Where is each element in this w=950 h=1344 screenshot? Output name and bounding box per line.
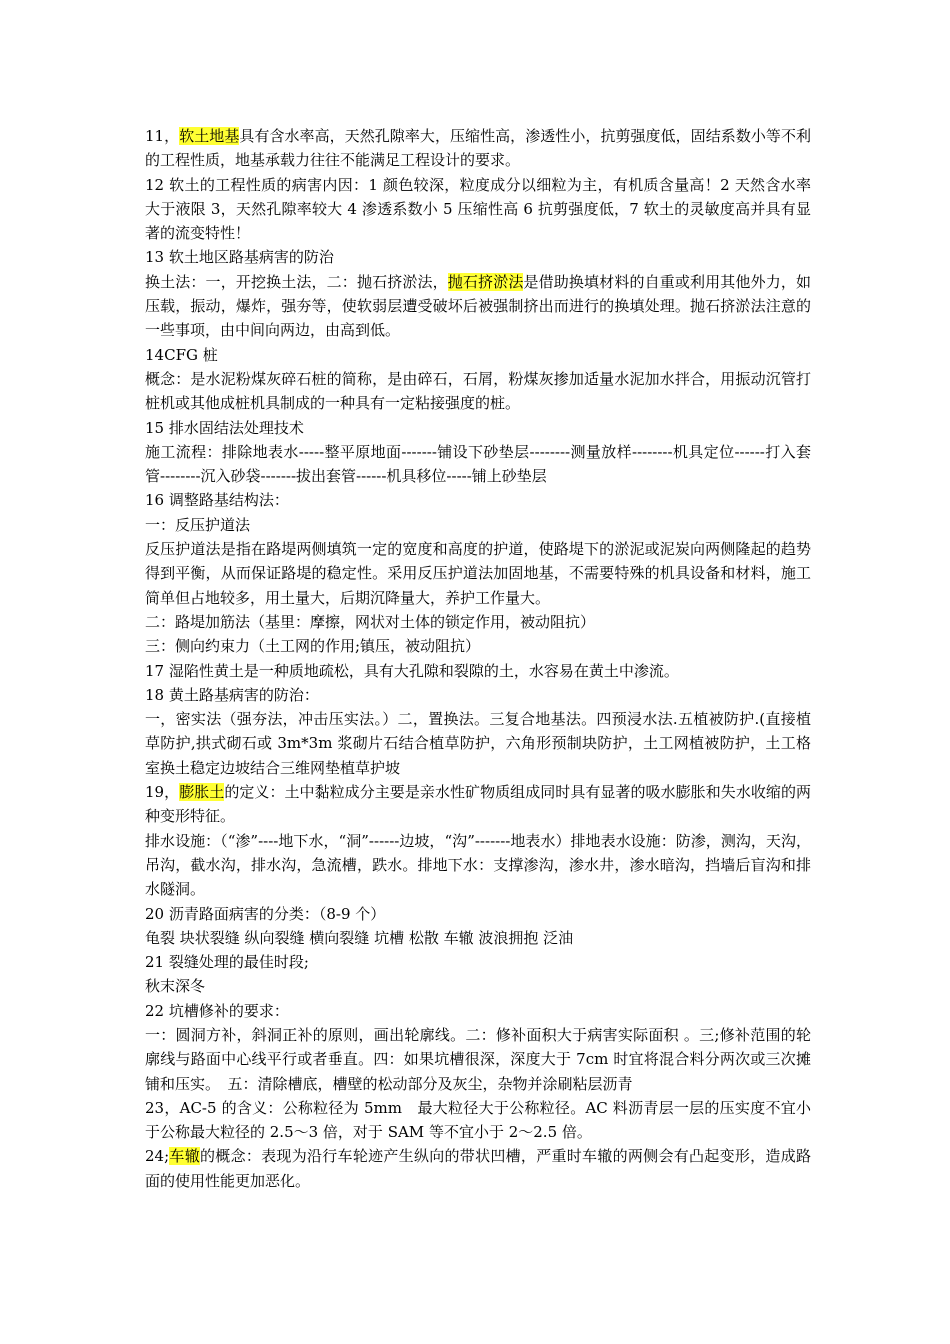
paragraph — [145, 1023, 811, 1096]
paragraph-text: 14CFG 桩 — [145, 345, 218, 364]
paragraph — [145, 488, 811, 512]
paragraph — [145, 537, 811, 610]
paragraph-text: 23，AC-5 的含义：公称粒径为 5mm 最大粒径大于公称粒径。AC 料沥青层一层的压实度不宜小于公称最大粒径的 2.5～3 倍，对于 SAM 等不宜小于 2～2.5 倍。 — [145, 1098, 811, 1142]
highlighted-term: 软土地基 — [179, 127, 240, 145]
paragraph-text: 12 软土的工程性质的病害内因：1 颜色较深，粒度成分以细粒为主，有机质含量高！2 天然含水率大于液限 3，天然孔隙率较大 4 渗透系数小 5 压缩性高 6 抗剪强度低，7 软土的灵敏度高并具有显著的流变特性！ — [145, 175, 811, 243]
paragraph-text: 是借助换填材料的自重或利用其他外力，如压载，振动，爆炸，强夯等，使软弱层遭受破坏后被强制挤出而进行的换填处理。抛石挤淤法注意的一些事项，由中间向两边，由高到低。 — [145, 272, 811, 340]
paragraph-text: 施工流程：排除地表水-----整平原地面-------铺设下砂垫层--------测量放样--------机具定位------打入套管--------沉入砂袋-------拔出套管------机具移位-----铺上砂垫层 — [145, 442, 811, 486]
paragraph — [145, 950, 811, 974]
paragraph — [145, 367, 811, 416]
paragraph-text: 18 黄土路基病害的防治： — [145, 685, 319, 704]
paragraph-text: 换土法：一，开挖换土法，二：抛石挤淤法， — [145, 272, 448, 291]
paragraph-text: 20 沥青路面病害的分类：（8-9 个） — [145, 904, 386, 923]
paragraph — [145, 634, 811, 658]
paragraph — [145, 659, 811, 683]
paragraph-text: 概念：是水泥粉煤灰碎石桩的简称，是由碎石，石屑，粉煤灰掺加适量水泥加水拌合，用振动沉管打桩机或其他成桩机具制成的一种具有一定粘接强度的桩。 — [145, 369, 811, 413]
paragraph-text: 15 排水固结法处理技术 — [145, 418, 304, 437]
paragraph-text: 三：侧向约束力（土工网的作用;镇压，被动阻抗） — [145, 637, 481, 656]
paragraph — [145, 124, 811, 173]
paragraph-text: 24; — [145, 1147, 170, 1166]
paragraph — [145, 173, 811, 246]
paragraph — [145, 513, 811, 537]
paragraph — [145, 829, 811, 902]
paragraph — [145, 974, 811, 998]
paragraph — [145, 999, 811, 1023]
paragraph — [145, 610, 811, 634]
paragraph-text: 二：路堤加筋法（基里：摩擦，网状对土体的锁定作用，被动阻抗） — [145, 612, 596, 631]
document-body — [145, 124, 811, 1193]
paragraph-text: 16 调整路基结构法： — [145, 491, 289, 510]
paragraph — [145, 1096, 811, 1145]
paragraph-text: 17 湿陷性黄土是一种质地疏松，具有大孔隙和裂隙的土，水容易在黄土中渗流。 — [145, 661, 679, 680]
paragraph — [145, 343, 811, 367]
paragraph-text: 22 坑槽修补的要求： — [145, 1001, 289, 1020]
highlighted-term: 膨胀土 — [179, 783, 225, 802]
paragraph — [145, 270, 811, 343]
paragraph-text: 一，密实法（强夯法，冲击压实法。）二，置换法。三复合地基法。四预浸水法.五植被防护.(直接植草防护,拱式砌石或 3m*3m 浆砌片石结合植草防护，六角形预制块防护，土工网植被防护，土工格室换土稳定边坡结合三维网垫植草护坡 — [145, 710, 811, 777]
paragraph-text: 龟裂 块状裂缝 纵向裂缝 横向裂缝 坑槽 松散 车辙 波浪拥抱 泛油 — [145, 928, 574, 947]
paragraph — [145, 416, 811, 440]
paragraph-text: 一：圆洞方补，斜洞正补的原则，画出轮廓线。二：修补面积大于病害实际面积 。三;修补范围的轮廓线与路面中心线平行或者垂直。四：如果坑槽很深，深度大于 7cm 时宜将混合料分两次或三次摊铺和压实。 五：清除槽底，槽壁的松动部分及灰尘，杂物并涂刷粘层沥青 — [145, 1025, 811, 1093]
paragraph — [145, 1144, 811, 1193]
paragraph-text: 排水设施：（“渗”----地下水，“洞”------边坡，“沟”-------地表水）排地表水设施：防渗，测沟，天沟，吊沟，截水沟，排水沟，急流槽，跌水。排地下水：支撑渗沟，渗水井，渗水暗沟，挡墙后盲沟和排水隧洞。 — [145, 831, 811, 899]
paragraph — [145, 780, 811, 829]
paragraph — [145, 245, 811, 269]
paragraph-text: 的定义：土中黏粒成分主要是亲水性矿物质组成同时具有显著的吸水膨胀和失水收缩的两种变形特征。 — [145, 783, 811, 826]
paragraph — [145, 440, 811, 489]
paragraph-text: 具有含水率高，天然孔隙率大，压缩性高，渗透性小，抗剪强度低，固结系数小等不利的工程性质，地基承载力往往不能满足工程设计的要求。 — [145, 127, 811, 170]
paragraph-text: 19， — [145, 783, 180, 802]
paragraph-text: 13 软土地区路基病害的防治 — [145, 248, 334, 267]
paragraph-text: 一：反压护道法 — [145, 515, 251, 534]
paragraph-text: 的概念：表现为沿行车轮迹产生纵向的带状凹槽，严重时车辙的两侧会有凸起变形，造成路面的使用性能更加恶化。 — [145, 1147, 811, 1190]
paragraph — [145, 926, 811, 950]
paragraph-text: 21 裂缝处理的最佳时段; — [145, 953, 309, 972]
paragraph — [145, 683, 811, 707]
highlighted-term: 车辙 — [169, 1147, 200, 1166]
paragraph-text: 11， — [145, 127, 180, 145]
paragraph-text: 反压护道法是指在路堤两侧填筑一定的宽度和高度的护道，使路堤下的淤泥或泥炭向两侧隆起的趋势得到平衡，从而保证路堤的稳定性。采用反压护道法加固地基，不需要特殊的机具设备和材料，施工简单但占地较多，用土量大，后期沉降量大，养护工作量大。 — [145, 540, 811, 607]
highlighted-term: 抛石挤淤法 — [447, 272, 524, 291]
paragraph — [145, 707, 811, 780]
paragraph — [145, 902, 811, 926]
paragraph-text: 秋末深冬 — [145, 977, 206, 996]
